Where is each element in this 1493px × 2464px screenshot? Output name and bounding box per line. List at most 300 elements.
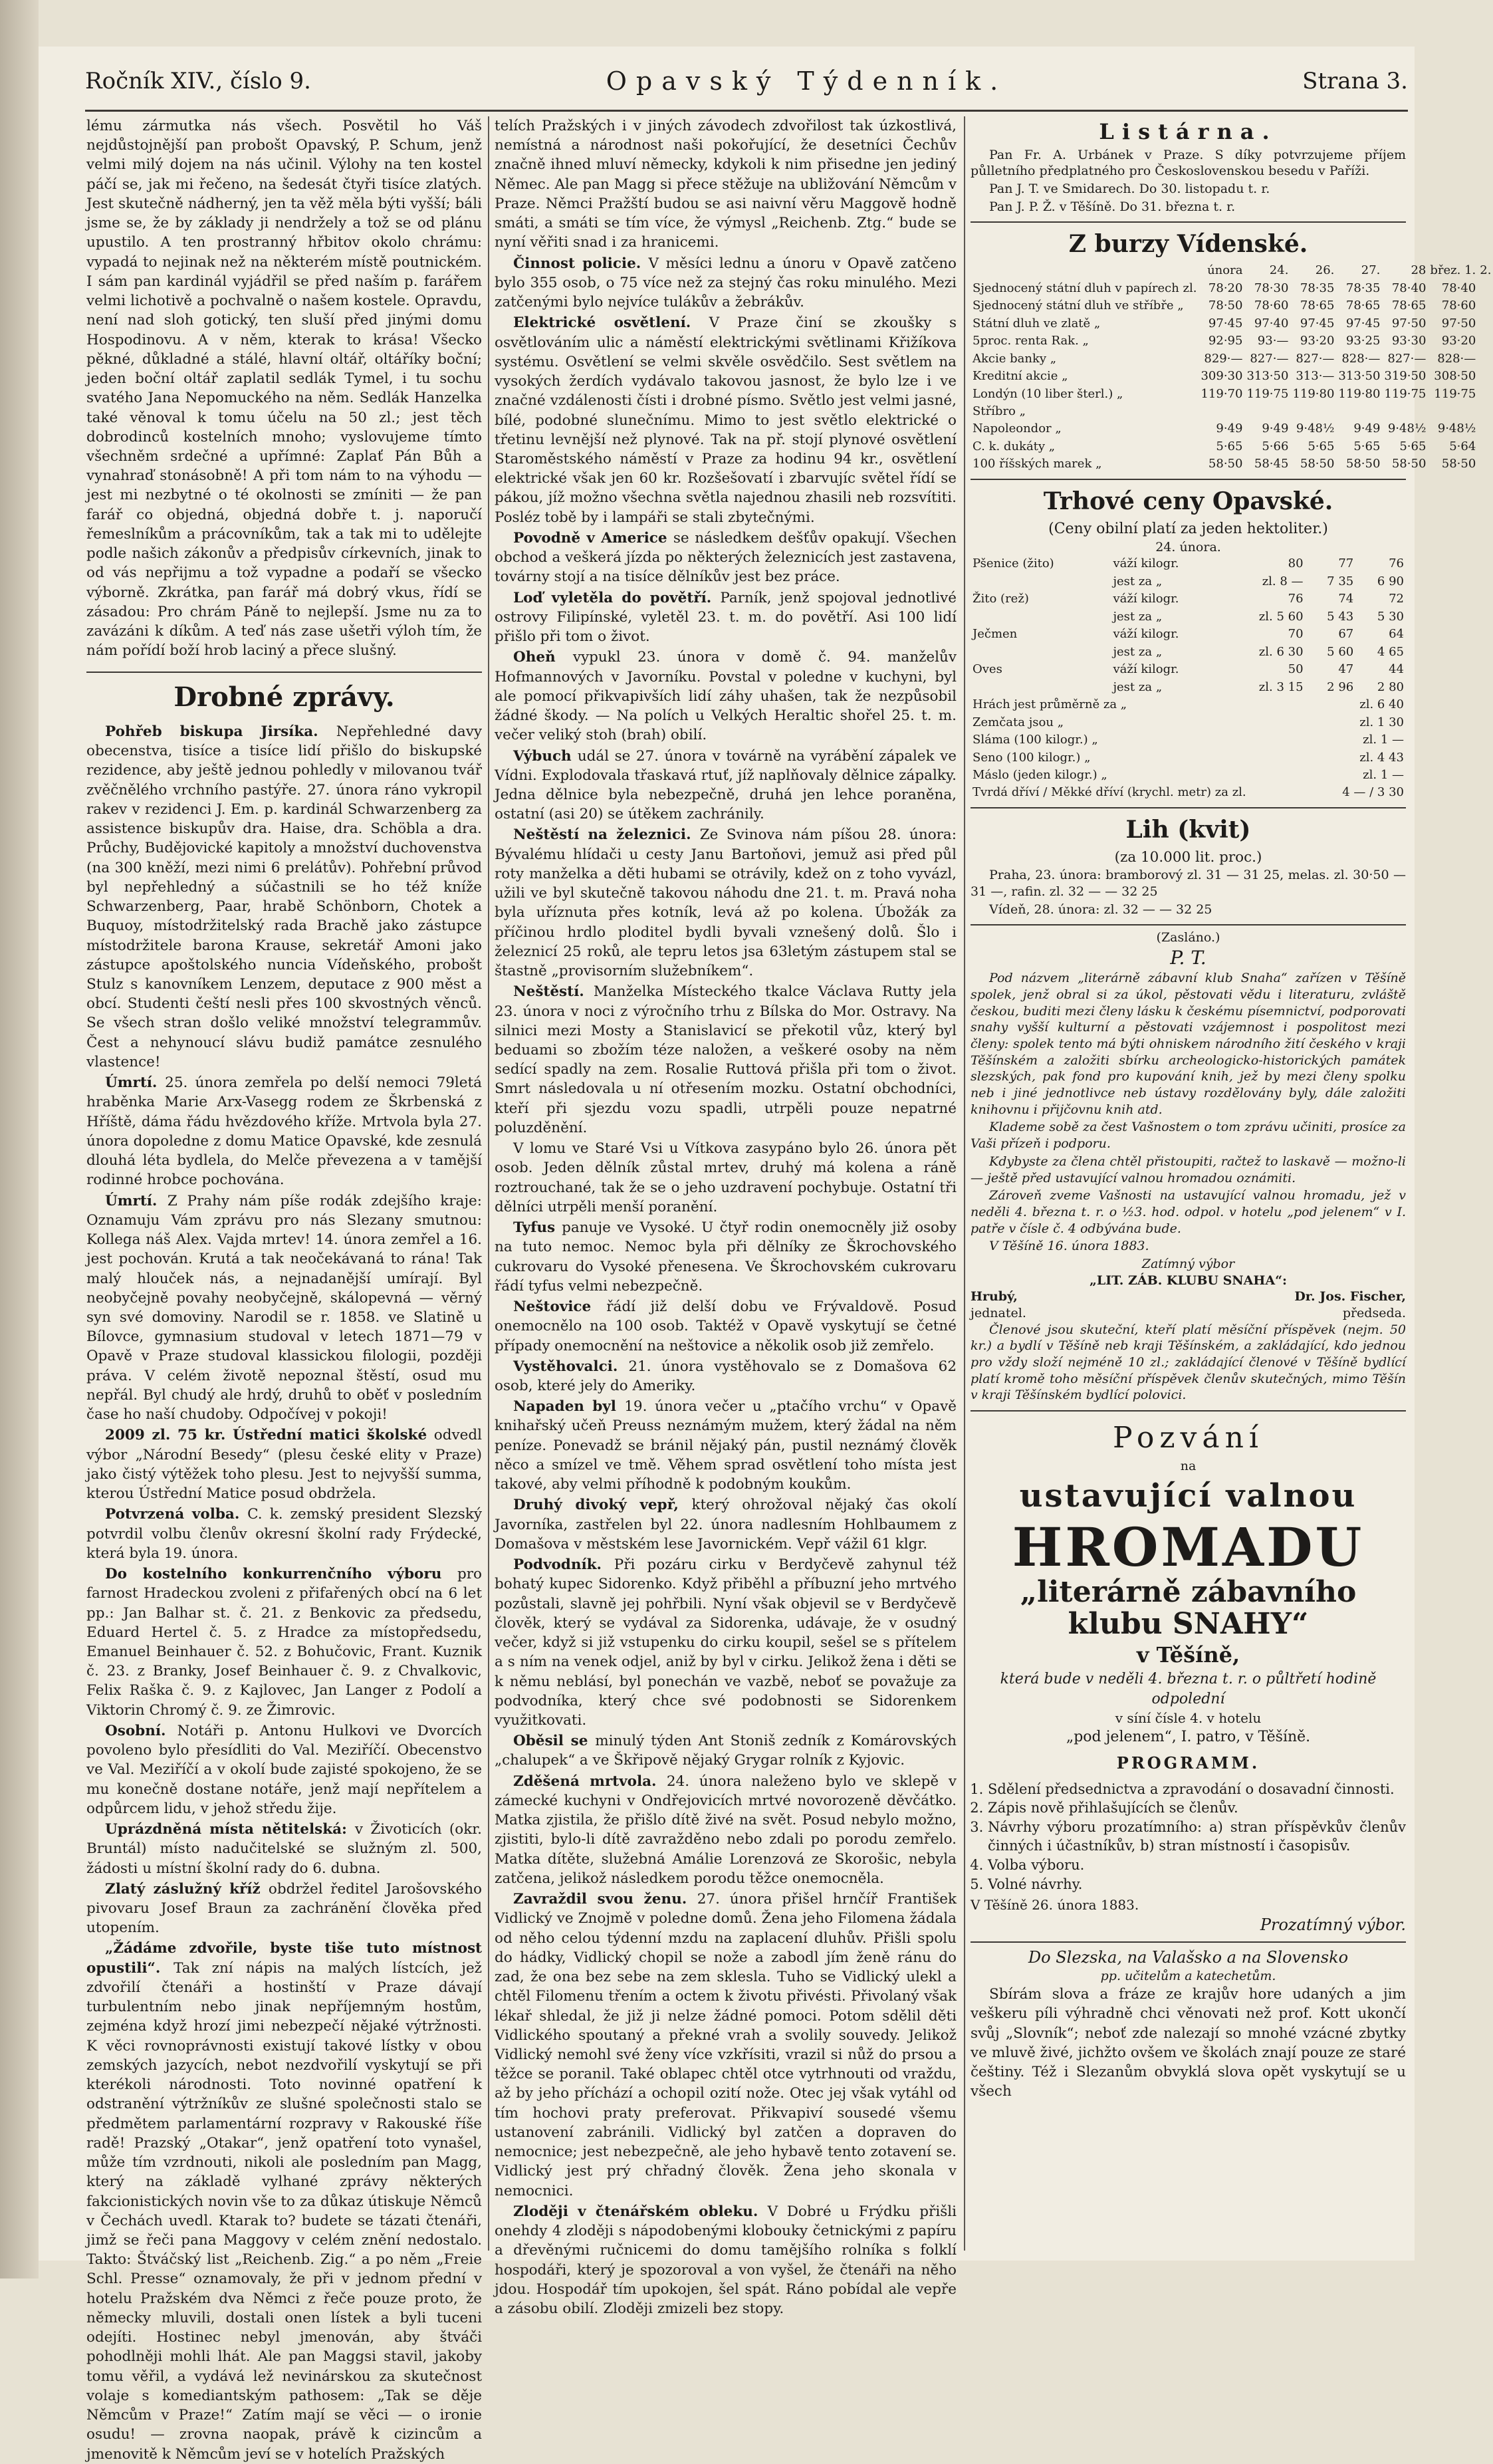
trhy-cell: 74 xyxy=(1338,592,1354,606)
news-text: pro farnost Hradeckou zvoleni z přifařených obcí na 6 let pp.: Jan Balhar st. č. 21. z Benkovic za předsedu, Eduard Hertel č. 5. z Hradce za místopředsedu, Emanuel Beinhauer č. 52. z Bohučovic, Frant. Kuznik č. 23. z Branky, Josef Beinhauer č. 9. z Chvalkovic, Felix Raška č. 9. z Kajlovec, Jan Langer z Podolí a Viktorin Chromý č. 9. ze Žimrovic. xyxy=(86,1566,482,1719)
trhy-extra-row xyxy=(971,767,1406,784)
burza-cell: 9·49 xyxy=(1216,422,1243,436)
trhy-extra-row xyxy=(971,749,1406,767)
lih-line: Praha, 23. února: bramborový zl. 31 — 31 25, melas. zl. 30·50 — 31 —, rafin. zl. 32 — — 32 25 xyxy=(971,868,1406,899)
pozvani-hotel: „pod jelenem“, I. patro, v Těšíně. xyxy=(1066,1729,1311,1746)
trhy-cell: 77 xyxy=(1338,556,1354,571)
trhy-cell xyxy=(971,573,1111,590)
column-rule xyxy=(964,116,965,2251)
burza-cell xyxy=(1244,403,1290,420)
trhy-extra-cell: zl. 4 43 xyxy=(1359,750,1404,765)
news-item xyxy=(495,648,957,745)
news-text: řádí již delší dobu ve Frývaldově. Posud onemocnělo na 100 osob. Taktéž v Opavě vyskytují se četné případy onemocnění na neštovice a několik osob již zemřelo. xyxy=(495,1298,957,1354)
news-item xyxy=(495,588,957,647)
news-item xyxy=(86,1191,482,1425)
trhy-cell: 5 43 xyxy=(1327,609,1354,624)
trhy-cell: zl. 5 60 xyxy=(1258,609,1304,624)
burza-cell: 827·— xyxy=(1250,351,1289,366)
news-text: Manželka Místeckého tkalce Václava Rutty jela 23. února v noci z výročního trhu z Bílska do Mor. Ostravy. Na silnici mezi Mosty a Stanislavicí se překotil vůz, který byl beduami so zbožím téze naložen, a veškeré osoby na něm sedící spadly na zem. Rosalie Ruttová přišla při tom o život. Smrt následovala u ní otřesením mozku. Ostatní obchodníci, kteří při sjezdu vozu spadli, utrpěli pouze nepatrné poluzděnění. xyxy=(495,983,957,1136)
burza-head-cell: února xyxy=(1207,263,1243,278)
program-item: 4. Volba výboru. xyxy=(988,1856,1406,1875)
burza-cell: 78·30 xyxy=(1254,281,1289,295)
burza-cell: 9·49 xyxy=(1353,422,1381,436)
burza-cell: 5proc. renta Rak. „ xyxy=(973,334,1089,348)
trhy-cell: 47 xyxy=(1338,662,1354,677)
news-item xyxy=(495,1495,957,1554)
news-text: Při pozáru cirku v Berdyčevě zahynul též bohatý kupec Sidorenko. Když přiběhl a příbuzní jeho mrtvého pozůstali, slavně jej pohřbili. Nyní však objevil se v Berdyčevě člověk, který se vydával za Sidorenka, udávaje, že v osudný večer, když si již vstupenku do cirku koupil, sešel se s přítelem a s ním na venek odjel, aniž by byl v cirku. Jelikož žena i děti se k němu neblásí, byl ponechán ve vazbě, neboť se považuje za podvodníka, který chce své podobnosti se Sidorenkem využitkovati. xyxy=(495,1556,957,1729)
trhy-extra-cell: zl. 1 30 xyxy=(1359,715,1404,729)
burza xyxy=(971,228,1492,480)
burza-cell: 78·60 xyxy=(1441,299,1476,313)
pozvani-cas: která bude v neděli 4. března t. r. o půltřetí hodině odpolední xyxy=(1000,1671,1377,1708)
trhy-subtitle: (Ceny obilní platí za jeden hektoliter.) xyxy=(1048,520,1328,537)
news-heading: Elektrické osvětlení. xyxy=(513,314,709,332)
news-item xyxy=(86,1820,482,1878)
news-item xyxy=(86,1073,482,1189)
news-heading: Zavraždil svou ženu. xyxy=(513,1891,697,1908)
news-item xyxy=(86,1721,482,1818)
burza-cell: Sjednocený státní dluh ve stříbře „ xyxy=(973,299,1184,313)
trhy-cell: 72 xyxy=(1389,592,1404,606)
news-heading: Úmrtí. xyxy=(105,1074,166,1092)
column-1 xyxy=(86,116,482,2463)
news-text: 19. února večer u „ptačího vrchu“ v Opavě knihařský učeň Preuss neznámým mužem, který žádal na něm peníze. Ponevadž se bránil nějaký pán, pustil neznámý člověk něco a smízel ve tmě. Věhem sprad osvětlení toho místa jest takové, aby velmi příhodně k podobným koukům. xyxy=(495,1398,957,1493)
news-text: V Dobré u Frýdku přišli onehdy 4 zloději s nápodobenými klobouky četnickými z papíru a dřevěnými ručnicemi do domu tamějšího rolníka s folklí hospodáři, který je spozoroval a von vyšel, že čtenáři na něho jdou. Hospodář tím upokojen, šel spát. Ráno pobídal ale vepře a zásobu obilí. Zloději zmizeli bez stopy. xyxy=(495,2203,957,2318)
burza-cell: 313·50 xyxy=(1246,369,1289,384)
lih-title: Lih (kvit) xyxy=(1125,815,1251,844)
trhy-cell: jest za „ xyxy=(1113,679,1163,694)
trhy-row xyxy=(971,573,1406,590)
role-jednatel: jednatel. xyxy=(971,1306,1026,1321)
news-item xyxy=(495,529,957,587)
trhy-cell: 5 60 xyxy=(1327,644,1354,659)
burza-cell: 97·40 xyxy=(1254,316,1289,330)
burza-cell: 78·35 xyxy=(1300,281,1335,295)
burza-cell: 93·25 xyxy=(1345,334,1381,348)
listarna-title: Listárna. xyxy=(1099,119,1278,144)
trhy-cell: jest za „ xyxy=(1113,574,1163,588)
trhy-row xyxy=(971,590,1406,608)
burza-cell xyxy=(1428,403,1478,420)
burza-cell: 319·50 xyxy=(1384,369,1427,384)
burza-row xyxy=(971,315,1493,332)
zaslano-club: „LIT. ZÁB. KLUBU SNAHA“: xyxy=(1089,1273,1288,1288)
news-text: 21. února vystěhovalo se z Domašova 62 osob, které jely do Ameriky. xyxy=(495,1358,957,1394)
trhy-cell: 67 xyxy=(1338,627,1354,642)
pozvani-ustavujici: ustavující valnou xyxy=(1019,1477,1357,1515)
lih-line: Vídeň, 28. února: zl. 32 — — 32 25 xyxy=(989,902,1212,917)
news-heading: Podvodník. xyxy=(513,1556,614,1574)
burza-cell: 58·45 xyxy=(1254,457,1289,471)
burza-cell: 827·— xyxy=(1387,351,1427,366)
burza-cell: Kreditní akcie „ xyxy=(973,369,1068,384)
news-item xyxy=(495,1139,957,1217)
program-title: PROGRAMM. xyxy=(1116,1753,1260,1773)
news-text: Tak zní nápis na malých lístcích, jež zdvořilí čtenáři a hostinští v Praze dávají turbulentním nebo jinak nepříjemným hostům, zejména když hrozí jimi nebezpečí nějaké výtržnosti. K věci rovnoprávnosti existují takové lístky v obou zemských jazycích, nebot nezdvořilí vyskytují se při kterékoli národnosti. Toto novinné opatření k odstranění výtržníkův ze slušné společnosti stalo se předmětem parlamentární rozpravy v Rakouské říše radě! Prazský „Otakar“, jenž opatření toto vynašel, může tím vzrdnouti, nikoli ale posledním pan Magg, který na základě vylhané zprávy některých fakcionistických novin vše to za důkaz útiskuje Němců v Čechách uvedl. Ktarak to? budete se tázati čtenáři, jimž se řeči pana Maggovy v celém znění nedostalo. Takto: Štváčský list „Reichenb. Zig.“ a po něm „Freie Schl. Presse“ oznamovaly, že při v jednom přední v hotelu Pražském dva Němci z řeče pouze proto, že německy mluvili, dostali onen lístek a byli tuceni odejíti. Hostinec nebyl jmenován, aby štváči pohodlněji mohli lhát. Ale pan Maggsi stavil, jakoby tomu věřil, a vydává lež nevinárskou za skutečnost volaje s komediantským pathosem: „Tak se děje Němcům v Praze!“ Zatím mají se věci — o ironie osudu! — zrovna naopak, právě k cizincům a jmenovitě k Němcům jeví se v hotelích Pražských xyxy=(86,1959,482,2463)
news-item xyxy=(495,1555,957,1730)
burza-cell: 5·64 xyxy=(1449,439,1476,453)
signature-fischer: Dr. Jos. Fischer, xyxy=(1294,1289,1406,1304)
zaslano-pt: P. T. xyxy=(1170,946,1206,969)
newspaper-page xyxy=(39,47,1492,2463)
trhy-cell: zl. 6 30 xyxy=(1258,644,1304,659)
zaslano-vybor: Zatímný výbor xyxy=(1141,1256,1235,1271)
pozvani xyxy=(971,1418,1406,1943)
news-text: Notáři p. Antonu Hulkovi ve Dvorcích povoleno bylo přesídliti do Val. Meziříčí. Obecenstvo ve Val. Meziříčí a v okolí bude zajisté spokojeno, že se mu konečně dostane notáře, jenž mají nepřítelem a odpůrcem lidu, v jehož středu žije. xyxy=(86,1722,482,1817)
news-item xyxy=(86,722,482,1072)
pozvani-date: V Těšíně 26. února 1883. xyxy=(971,1897,1139,1913)
trhy-title: Trhové ceny Opavské. xyxy=(1043,487,1333,515)
burza-row xyxy=(971,280,1493,297)
news-item xyxy=(495,313,957,527)
news-text: Z Prahy nám píše rodák zdejšího kraje: Oznamuju Vám zprávu pro nás Slezany smutnou: Kollega náš Alex. Vajda mrtev! 14. února zemřel a 16. jest pochován. Krutá a tak neočekávaná to rána! Tak malý hlouček nás, a nejnadanější umírají. Byl neobyčejně povahy neobyčejně, skálopevná — věrný syn své domoviny. Narodil se r. 1858. ve Slatině u Bílovce, gymnasium studoval v letech 1871—79 v Opavě v Praze studoval klassickou filologii, později práva. V celém životě nepoznal štěstí, osud mu nepřál. Byl chudý ale hrdý, druhů to oběť v posledním čase ho naší chudoby. Odpočívej v pokoji! xyxy=(86,1192,482,1423)
burza-cell: 97·45 xyxy=(1208,316,1243,330)
listarna-line: Pan Fr. A. Urbánek v Praze. S díky potvrzujeme příjem půlletního předplatného pro Československou besedu v Paříži. xyxy=(971,147,1406,179)
continued-article: lému zármutka nás všech. Posvětil ho Váš nejdůstojnější pan probošt Opavský, P. Schum, jenž velmi milý dojem na nás učinil. Výlohy na ten kostel páčí se, jak mi řečeno, na šedesát čtyři tisíce zlatých. Jest skutečně nádherný, jen ta věž měla býti vyšší; báli jsme se, že by základy ji nendržely a tož se od plánu upustilo. A ten prostranný hřbitov okolo chrámu: vypadá to nejinak než na některém místě poutnickém. I sám pan kardinál vyjádřil se před naším p. farářem velmi lichotivě a pochvalně o našem kostele. Opravdu, není nad sloh gotický, ten sluší před jinými domu Hospodinovu. A v něm, kterak to krása! Všecko pěkné, důkladné a stálé, hlavní oltář, oltáříky boční; jeden boční oltář zaplatil sedlák Tymel, i tu sochu svatého Jana Nepomuckého na něm. Sedlák Hanzelka také věnoval k tomu účelu na 50 zl.; jest těch dobrodinců kostelních mnoho; vyslovujeme tímto všechněm srdečné a upřímné: Zaplať Pán Bůh a vynahraď stonásobně! A při tom nám to na výhodu — jest mi nezbytné o té okolnosti se zmíniti — že pan farář co objedná, objedná dobře t. j. naporučí řemeslníkům a prácovníkům, tak a tak mi to udělejte podle našich zákonův a předpisův církevních, jinak to od vás nepřijmu a tož vypadne a podaří se všecko výborně. Zkrátka, pan farář má dobrý vkus, řídí se zásadou: Pro chrám Páně to nejlepší. Jsme nu za to zavázáni k díkům. A teď nás zase ušetři výloh tím, že nám pořídí boží hrob laciný a přece slušný. xyxy=(86,118,482,660)
trhy-cell: 76 xyxy=(1288,592,1304,606)
trhy-cell: 2 80 xyxy=(1377,679,1404,694)
column-2 xyxy=(495,116,957,2318)
zaslano-date: V Těšíně 16. února 1883. xyxy=(989,1239,1149,1254)
trhy-row xyxy=(971,608,1406,626)
burza-cell: 119·80 xyxy=(1338,386,1381,401)
trhy-cell: 64 xyxy=(1389,627,1404,642)
burza-cell: 78·40 xyxy=(1391,281,1427,295)
burza-cell: Stříbro „ xyxy=(973,404,1026,418)
news-item xyxy=(86,1425,482,1503)
zaslano-p3: Kdybyste za člena chtěl přistoupiti, račtež to laskavě — možno-li — ještě před ustavující valnou hromadou oznámiti. xyxy=(971,1154,1406,1185)
trhy-row xyxy=(971,661,1406,678)
burza-row xyxy=(971,420,1493,437)
burza-cell: 78·35 xyxy=(1345,281,1381,295)
news-heading: Povodně v Americe xyxy=(513,529,673,547)
trhy-row xyxy=(971,644,1406,661)
burza-cell: 828·— xyxy=(1341,351,1381,366)
trhy-cell: 6 90 xyxy=(1377,574,1404,588)
burza-cell: 9·49 xyxy=(1262,422,1289,436)
trhy-cell: váží kilogr. xyxy=(1113,627,1179,642)
news-item xyxy=(86,1880,482,1938)
news-text: vypukl 23. února v domě č. 94. manželův Hofmannových v Javorníku. Povstal v poledne v kuchyni, byl ale pomocí přikvapivších lidí záhy uhašen, tak že nezpůsobil žádné škody. — Na polích u Velkých Heraltic shořel 25. t. m. večer veliký stoh (brah) obilí. xyxy=(495,649,957,744)
burza-cell: 119·75 xyxy=(1246,386,1289,401)
news-item xyxy=(495,747,957,824)
page-header xyxy=(85,52,1408,112)
burza-cell: 308·50 xyxy=(1434,369,1476,384)
lih-lines xyxy=(971,867,1406,918)
burza-cell: 78·40 xyxy=(1441,281,1476,295)
page-number: Strana 3. xyxy=(1302,67,1408,94)
news-text: minulý týden Ant Stoniš zedník z Komárovských „chalupek“ a ve Škřipově nějaký Grygar rolník z Kyjovic. xyxy=(495,1733,957,1769)
pozvani-klub: „literárně zábavního klubu SNAHY“ xyxy=(1020,1574,1357,1642)
burza-cell: 93·20 xyxy=(1300,334,1335,348)
news-heading: Oběsil se xyxy=(513,1733,596,1750)
trhy-cell: zl. 8 — xyxy=(1262,574,1304,588)
burza-cell: 58·50 xyxy=(1208,457,1243,471)
news-text: V lomu ve Staré Vsi u Vítkova zasypáno bylo 26. února pět osob. Jeden dělník zůstal mrtev, druhý má kolena a ráně roztrouchané, tak že se o jeho uzdravení pochybuje. Ostatní tři dělníci utrpěli menší poranění. xyxy=(495,1140,957,1215)
burza-title: Z burzy Vídenské. xyxy=(1068,230,1308,259)
trhy-extra-cell: Zemčata jsou „ xyxy=(973,715,1064,729)
news-item xyxy=(86,1939,482,2463)
burza-cell: 119·70 xyxy=(1201,386,1243,401)
news-item xyxy=(495,2202,957,2318)
news-text: 24. února naleženo bylo ve sklepě v zámecké kuchyni v Ondřejovicích mrtvé novorozeně děvčátko. Matka zjistila, že přišlo dítě živé na svět. Posud nebylo možno, zjistiti, bylo-li dítě zavražděno nebo zdali po porodu zemřelo. Matka dítěte, služebná Amálie Lorenzová ze Skorošic, nebyla zatčena, jelikož následkem porodu těžce onemocněla. xyxy=(495,1773,957,1887)
burza-cell: 5·66 xyxy=(1262,439,1289,453)
news-text: Ze Svinova nám píšou 28. února: Bývalému hlídači u cesty Janu Bartoňovi, jemuž asi před půl roty manželka a děti hubami se otrávily, kdež on z toho vyvázl, užili ve byl skutečně takovou náhodu dne 21. t. m. Pravá noha byla uříznuta přes kotník, levá až po kolena. Úbožák za příčinou hrdlo ploditel bydli byvali vznešený dolů. Šlo i železnicí 25 roků, ale tepru letos jsa 63letým zástupem stal se štastně „provisorním služebníkem“. xyxy=(495,826,957,980)
news-heading: 2009 zl. 75 kr. Ústřední matici školské xyxy=(105,1427,434,1444)
news-item xyxy=(495,1218,957,1296)
trhy-cell: 44 xyxy=(1389,662,1404,677)
news-text: který ohrožoval nějaký čas okolí Javorníka, zastřelen byl 22. února nadlesním Hohlbaumem z Domašova v městském lese Javornickém. Vepř vážil 61 klgr. xyxy=(495,1497,957,1552)
trhy-cell xyxy=(971,644,1111,661)
trhy-extra-row xyxy=(971,714,1406,731)
burza-cell xyxy=(1382,403,1428,420)
last-sub: pp. učitelům a katechetům. xyxy=(1100,1969,1276,1984)
burza-cell: 97·45 xyxy=(1345,316,1381,330)
pozvani-hromadu: HROMADU xyxy=(1012,1515,1365,1578)
news-text: Nepřehledné davy obecenstva, tisíce a tisíce lidí přišlo do biskupské rezidence, aby ještě jednou pohledly v milovanou tvář zvěčnělého vrchního pastýře. 27. února ráno vykropil rakev v rezidenci J. Em. p. kardinál Schwarzenberg za assistence biskupův dra. Haise, dra. Schöbla a dra. Průchy, Budějovické kapitoly a množství duchovenstva (na 300 kněží, mezi nimi 6 prelátův). Pohřební průvod byl nepřehledný a súčastnili se ho též kníže Schwarzenberg, Paar, hrabě Schönborn, Chotek a Buquoy, místodržitelský rada Brachě jako zástupce místodržitele barona Krause, sekretář Amoni jako zástupce apoštolského nuncia Vídeňského, probošt Stulz s kanovníkem Lenzem, deputace z 900 měst a obcí. Studenti čeští nesli přes 100 skvostných věnců. Se všech stran došlo veliké množství telegrammův. Čest a nehynoucí slávu budiž památce zesnulého vlastence! xyxy=(86,723,482,1070)
news-heading: Napaden byl xyxy=(513,1398,625,1416)
news-text: V Praze činí se zkoušky s osvětlováním ulic a náměstí elektrickými světlinami Křižíkova systému. Osvětlení se velmi skvěle osvědčilo. Sest světlem na vysokých žerdích vydávalo takovou jasnost, že bylo lze i ve značné vzdálenosti čísti i drobné písmo. Světlo jest velmi jasné, bílé, podobné slunečnímu. Mimo to jest světlo elektrické o třetinu levnější než plynové. Tak na př. stojí plynové osvětlení Staroměstského náměstí v Praze za hodinu 94 kr., osvětlení elektrické však jen 60 kr. Rozšešovatí i zbarvujíc světel řídí se pákou, jíž možno všechna světla najednou zhasili neb rozsvítiti. Posléz tobě by i lampáři se stali zbytečnými. xyxy=(495,314,957,526)
trhy-table xyxy=(971,555,1406,696)
burza-cell: 58·50 xyxy=(1391,457,1427,471)
last-text: Sbírám slova a fráze ze krajův hore udaných a jim veškeru píli výhradně chci věnovati než prof. Kott ukončí svůj „Slovník“; neboť zde nalezají so mnohé vzácné zbytky ve mluvě živé, jichžto ovšem ve školách znají pouze ze staré češtiny. Též i Slezanům obvyklá slova opět vyskytují se u všech xyxy=(971,1986,1406,2100)
zaslano-note: Členové jsou skuteční, kteří platí měsíční příspěvek (nejm. 50 kr.) a bydlí v Těšíně neb kraji Těšínském, a zakládající, kdo jednou pro vždy složí nejméně 10 zl.; zakládající členové v Těšíně bydlící platí kromě toho měsíční příspěvek členův skutečných, mimo Těšín v kraji Těšínském bydlící polovici. xyxy=(971,1322,1406,1403)
burza-cell: 58·50 xyxy=(1300,457,1335,471)
trhy-cell: váží kilogr. xyxy=(1113,662,1179,677)
news-text: se následkem dešťův opakují. Všechen obchod a veškerá jízda po některých železnicích jest zastavena, továrny stojí a na tisíce dělníkův jest bez práce. xyxy=(495,529,957,586)
zaslano-text: Pod názvem „literárně zábavní klub Snaha“ zařízen v Těšíně spolek, jenž obral si za úkol, pěstovati vědu i literaturu, zvláště českou, buditi mezi členy lásku k českému písemnictví, podporovati snahy vyšší kulturní a pěstovati vzájemnost i pospolitost mezi členy: spolek tento má býti ohniskem národního žití českého v kraji Těšínském a založiti sbírku archeologicko-historických památek slezských, pak fond pro kupování knih, jež by mezi členy spolku neb i jiné jednotlivce neb ústavy rozdělovány byly, dále založiti knihovnu i přijčovnu knih atd. xyxy=(971,971,1406,1117)
role-predseda: předseda. xyxy=(1342,1306,1406,1321)
listarna-line: Pan J. P. Ž. v Těšíně. Do 31. března t. r. xyxy=(989,199,1236,214)
burza-cell: 9·48½ xyxy=(1387,422,1427,436)
last-title: Do Slezska, na Valašsko a na Slovensko xyxy=(1028,1947,1349,1967)
news-text: udál se 27. února v továrně na vyrábění zápalek ve Vídni. Explodovala třaskavá rtuť, jíž naplňovaly dělnice zápalky. Jedna dělnice byla nebezpečně, druhá jen lehce poraněna, ostatní (asi 20) se útěkem zachránily. xyxy=(495,747,957,823)
lih-subtitle: (za 10.000 lit. proc.) xyxy=(1114,848,1262,866)
trhy-extra-row xyxy=(971,784,1406,801)
news-text: 27. února přišel hrnčíř František Vidlický ve Znojmě v poledne domů. Žena jeho Filomena žádala od něho celou týdenní mzdu na zaplacení dluhův. Přišli spolu do hádky, Vidlický chopil se nože a zabodl jím ženě ránu do zad, že ona bez sebe na zem sklesla. Tuho se Vidlický ulekl a chtěl Filomenu třením a octem k životu přivésti. Přivolaný však lékař shledal, že již ji nelze žádné pomoci. Potom sdělil děti Vidlického spoutaný a překné vrah a svolily souvedy. Jelikož Vidlický nemohl své ženy více vzkřísiti, vrazil si nůž do prsou a těžce se poranil. Také oblapec chtěl otce vytrhnouti od vraždu, až by jeho příchází a ochopil ozití nože. Otec jej však vytáhl od tím hochovi praty preferovat. Přikvapiví sousedé všemu ustanovení zabránili. Vidlický byl zatčen a dopraven do nemocnice; jest nebezpečně, ale jeho hybavě tento zotavení se. Vidlický jest prý chřadný člověk. Žena jeho skonala v nemocnici. xyxy=(495,1891,957,2199)
news-item xyxy=(495,1890,957,2201)
pozvani-sign: Prozatímný výbor. xyxy=(1260,1915,1406,1935)
trhy-extra-cell: Sláma (100 kilogr.) „ xyxy=(973,733,1098,747)
trhy-extra-row xyxy=(971,731,1406,749)
zaslano-label: (Zasláno.) xyxy=(1156,930,1220,945)
burza-cell: 93·30 xyxy=(1391,334,1427,348)
burza-cell: 827·— xyxy=(1296,351,1335,366)
trhy-cell: jest za „ xyxy=(1113,644,1163,659)
news-heading: Druhý divoký vepř, xyxy=(513,1497,692,1514)
program-item: 5. Volné návrhy. xyxy=(988,1875,1406,1894)
news-heading: Uprázdněná místa nětitelská: xyxy=(105,1821,355,1838)
program-list xyxy=(971,1780,1406,1894)
trhy-cell: Pšenice (žito) xyxy=(973,556,1054,571)
news-item xyxy=(495,1772,957,1888)
news-heading: Pohřeb biskupa Jirsíka. xyxy=(105,723,336,740)
burza-row xyxy=(971,438,1493,455)
news-heading: Zlatý záslužný kříž xyxy=(105,1880,269,1898)
news-heading: Potvrzená volba. xyxy=(105,1506,248,1523)
burza-cell: 5·65 xyxy=(1308,439,1335,453)
burza-head-cell: 2. xyxy=(1480,263,1492,278)
zaslano-p2: Klademe sobě za čest Vašnostem o tom zprávu učiniti, prosíce za Vaši přízeň i podporu. xyxy=(971,1120,1406,1152)
news-item xyxy=(495,254,957,312)
continued-article: telích Pražských i v jiných závodech zdvořilost tak úzkostlivá, nemístná a národnost naši pokořující, že desetníci Čechův značně ihned mluví německy, kdykoli k nim přisedne jen jediný Němec. Ale pan Magg si přece stěžuje na ubližování Němcům v Praze. Němci Pražští budou se asi naivní věru Maggově hodně smáti, a smáti se tím více, že výmysl „Reichenb. Ztg.“ bude se nyní věřiti snad i za hranicemi. xyxy=(495,118,957,251)
news-list xyxy=(495,254,957,2319)
news-list xyxy=(86,722,482,2464)
trhy-extra-cell: Seno (100 kilogr.) „ xyxy=(973,750,1091,765)
burza-cell: 5·65 xyxy=(1399,439,1427,453)
trhy-cell: 4 65 xyxy=(1377,644,1404,659)
pozvani-misto: v Těšíně, xyxy=(1136,1642,1240,1667)
news-text: 25. února zemřela po delší nemoci 79letá hraběnka Marie Arx-Vasegg rodem ze Škrbenská z Hříště, dáma řádu hvězdového kříže. Mrtvola byla 27. února dopoledne z domu Matice Opavské, kde zesnulá dlouhá léta bydlela, do Melče převezena a v tamější rodinné hrobce pochována. xyxy=(86,1074,482,1189)
trhy-cell: zl. 3 15 xyxy=(1258,679,1304,694)
burza-cell: 97·50 xyxy=(1441,316,1476,330)
burza-cell: 78·65 xyxy=(1391,299,1427,313)
burza-row xyxy=(971,297,1493,314)
trhy-extra-row xyxy=(971,696,1406,713)
trhy-cell xyxy=(971,608,1111,626)
program-item: 1. Sdělení předsednictva a zpravodání o dosavadní činnosti. xyxy=(988,1780,1406,1799)
burza-cell: 92·95 xyxy=(1208,334,1243,348)
burza-head-cell: 24. xyxy=(1269,263,1289,278)
program-item: 2. Zápis nově přihlašujících se členův. xyxy=(988,1798,1406,1818)
burza-head-cell xyxy=(971,262,1199,279)
burza-cell: 9·48½ xyxy=(1296,422,1335,436)
news-item xyxy=(86,1564,482,1720)
signature-hruby: Hrubý, xyxy=(971,1289,1018,1304)
trhy-cell: 2 96 xyxy=(1327,679,1354,694)
trhy-cell: 70 xyxy=(1288,627,1304,642)
burza-cell: 119·75 xyxy=(1384,386,1427,401)
zaslano-p4: Zároveň zveme Vašnosti na ustavující valnou hromadu, jež v neděli 4. března t. r. o ½3. hod. odpol. v hotelu „pod jelenem“ v I. patře v čísle č. 4 odbývána bude. xyxy=(971,1188,1406,1236)
burza-cell: 5·65 xyxy=(1353,439,1381,453)
burza-cell: 97·50 xyxy=(1391,316,1427,330)
news-heading: Zděšená mrtvola. xyxy=(513,1773,667,1790)
trhy-row xyxy=(971,626,1406,643)
burza-cell: 93·20 xyxy=(1441,334,1476,348)
newspaper-title: Opavský Týdenník. xyxy=(606,66,1008,96)
burza-row xyxy=(971,386,1493,403)
news-heading: Neštěstí na železnici. xyxy=(513,826,700,844)
burza-cell: 313·— xyxy=(1296,369,1335,384)
news-item xyxy=(495,1297,957,1356)
burza-cell: C. k. dukáty „ xyxy=(973,439,1056,453)
pozvani-title: Pozvání xyxy=(1113,1421,1264,1455)
burza-cell: 5·65 xyxy=(1216,439,1243,453)
news-text: V měsíci lednu a únoru v Opavě zatčeno bylo 355 osob, o 75 více než za stejný čas roku minulého. Mezi zatčenými bylo nejvíce tulákův a žebrákův. xyxy=(495,255,957,311)
burza-row xyxy=(971,455,1493,473)
burza-cell: 309·30 xyxy=(1201,369,1243,384)
lih xyxy=(971,814,1406,925)
trhy-row xyxy=(971,679,1406,696)
burza-table xyxy=(971,262,1493,473)
burza-head-cell: břez. 1. xyxy=(1430,263,1476,278)
trhy-cell: Žito (rež) xyxy=(973,592,1029,606)
news-text: v Životicích (okr. Bruntál) místo nadučitelské se služným zl. 500, žádosti u místní školní rady do 6. dubna. xyxy=(86,1821,482,1877)
news-item xyxy=(495,982,957,1138)
news-heading: „Žádáme zdvořile, byste tiše tuto místnost opustili“. xyxy=(86,1940,482,1977)
news-heading: Loď vyletěla do povětří. xyxy=(513,589,721,606)
signatures xyxy=(971,1289,1406,1305)
news-heading: Zloději v čtenářském obleku. xyxy=(513,2203,768,2220)
burza-row xyxy=(971,332,1493,350)
trhy-cell: 5 30 xyxy=(1377,609,1404,624)
trhy-cell: Ječmen xyxy=(973,627,1018,642)
burza-cell: 828·— xyxy=(1437,351,1476,366)
news-text: Parník, jenž spojoval jednotlivé ostrovy Filipínské, vyletěl 23. t. m. do povětří. Asi 100 lidí přišlo při tom o život. xyxy=(495,589,957,646)
trhy-extra-cell: Tvrdá dříví / Měkké dříví (krychl. metr) za zl. xyxy=(973,785,1246,800)
issue-number: Ročník XIV., číslo 9. xyxy=(85,67,311,94)
burza-row xyxy=(971,403,1493,420)
news-item xyxy=(86,1505,482,1563)
burza-head-cell: 27. xyxy=(1361,263,1381,278)
listarna-lines xyxy=(971,147,1406,215)
burza-cell: 97·45 xyxy=(1300,316,1335,330)
last-notice xyxy=(971,1947,1406,2102)
trhy-extra-cell: Hrách jest průměrně za „ xyxy=(973,697,1127,712)
news-heading: Výbuch xyxy=(513,747,578,765)
news-heading: Neštovice xyxy=(513,1298,607,1316)
news-item xyxy=(495,1397,957,1494)
burza-cell: 78·65 xyxy=(1300,299,1335,313)
zaslano xyxy=(971,929,1406,1412)
news-item xyxy=(495,1357,957,1396)
burza-cell: 78·60 xyxy=(1254,299,1289,313)
trhy-cell: 80 xyxy=(1288,556,1304,571)
news-heading: Oheň xyxy=(513,649,573,666)
trhy-cell: váží kilogr. xyxy=(1113,556,1179,571)
burza-cell: 119·80 xyxy=(1292,386,1335,401)
trhy-cell: 50 xyxy=(1288,662,1304,677)
column-rule xyxy=(488,116,489,2251)
trhy xyxy=(971,485,1406,808)
news-heading: Úmrtí. xyxy=(105,1192,168,1209)
news-heading: Osobní. xyxy=(105,1722,177,1739)
burza-cell: Státní dluh ve zlatě „ xyxy=(973,316,1101,330)
burza-head-cell: 28 xyxy=(1411,263,1427,278)
news-text: C. k. zemský president Slezský potvrdil volbu členův okresní školní rady Frýdecké, která byla 19. února. xyxy=(86,1506,482,1562)
listarna xyxy=(971,118,1406,223)
burza-cell: 313·50 xyxy=(1338,369,1381,384)
trhy-extra-cell: Máslo (jeden kilogr.) „ xyxy=(973,768,1107,783)
trhy-extra-cell: zl. 1 — xyxy=(1363,768,1404,783)
burza-cell: 78·50 xyxy=(1208,299,1243,313)
burza-cell: Londýn (10 liber šterl.) „ xyxy=(973,386,1123,401)
burza-row xyxy=(971,368,1493,385)
trhy-extra-cell: zl. 1 — xyxy=(1363,733,1404,747)
trhy-row xyxy=(971,555,1406,572)
trhy-cell: váží kilogr. xyxy=(1113,592,1179,606)
burza-cell: 58·50 xyxy=(1345,457,1381,471)
news-heading: Vystěhovalci. xyxy=(513,1358,629,1375)
program-item: 3. Návrhy výboru prozatímního: a) stran příspěvkův členův činných i účastníkův, b) stran místností i časopisův. xyxy=(988,1818,1406,1856)
trhy-cell xyxy=(971,679,1111,696)
news-item xyxy=(495,1731,957,1770)
news-heading: Neštěstí. xyxy=(513,983,594,1001)
pozvani-sin: v síní čísle 4. v hotelu xyxy=(1115,1710,1262,1727)
trhy-cell: 76 xyxy=(1389,556,1404,571)
burza-cell: Sjednocený státní dluh v papírech zl. xyxy=(973,281,1197,295)
burza-head-cell: 26. xyxy=(1315,263,1335,278)
news-text: obdržel ředitel Jarošovského pivovaru Josef Braun za zachránění člověka před utopením. xyxy=(86,1880,482,1937)
news-text: odvedl výbor „Národní Besedy“ (plesu české elity v Praze) jako čistý výtěžek toho plesu. Jest to nejvyšší summa, kterou Ústřední Matice posud obdržela. xyxy=(86,1427,482,1503)
news-item xyxy=(495,825,957,981)
burza-cell: 119·75 xyxy=(1434,386,1476,401)
trhy-date: 24. února. xyxy=(1155,539,1221,554)
burza-cell xyxy=(1199,403,1244,420)
burza-cell: 78·65 xyxy=(1345,299,1381,313)
trhy-cell: jest za „ xyxy=(1113,609,1163,624)
news-heading: Činnost policie. xyxy=(513,255,649,272)
